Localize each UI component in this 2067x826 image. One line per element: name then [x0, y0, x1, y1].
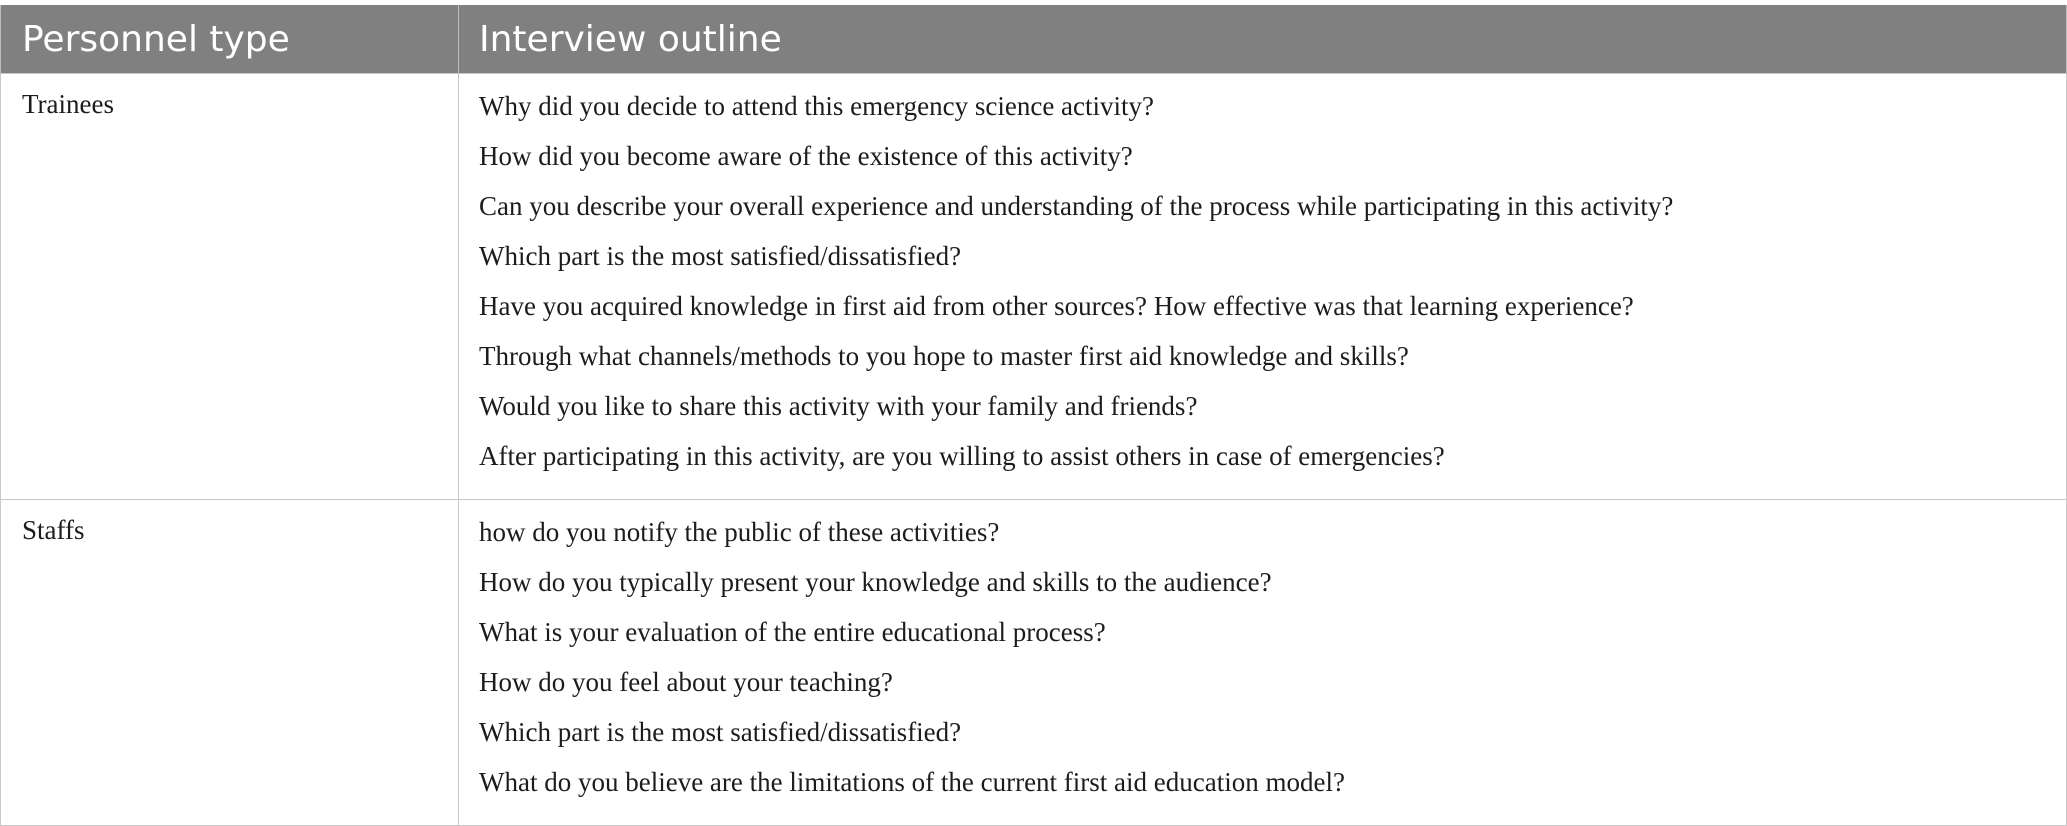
question-item: Why did you decide to attend this emergency science activity?	[479, 91, 1155, 121]
question-item: how do you notify the public of these activities?	[479, 517, 1000, 547]
table-header-row	[1, 5, 2067, 74]
question-list	[459, 74, 2066, 499]
question-item: Which part is the most satisfied/dissatisfied?	[479, 717, 962, 747]
question-item: How did you become aware of the existence of this activity?	[479, 141, 1133, 171]
table-row-staffs	[1, 500, 2067, 826]
questions-cell	[459, 74, 2067, 500]
question-item: After participating in this activity, are you willing to assist others in case of emergencies?	[479, 441, 1445, 471]
header-interview-outline: Interview outline	[459, 5, 2067, 74]
questions-cell	[459, 500, 2067, 826]
question-item: Through what channels/methods to you hope to master first aid knowledge and skills?	[479, 341, 1409, 371]
personnel-type-cell: Trainees	[1, 74, 459, 500]
personnel-type-cell: Staffs	[1, 500, 459, 826]
header-personnel-type: Personnel type	[1, 5, 459, 74]
question-list	[459, 500, 2066, 825]
interview-outline-table	[0, 5, 2067, 826]
question-item: How do you typically present your knowledge and skills to the audience?	[479, 567, 1272, 597]
question-item: Can you describe your overall experience and understanding of the process while participating in this activity?	[479, 191, 1674, 221]
question-item: Which part is the most satisfied/dissatisfied?	[479, 241, 962, 271]
question-item: What is your evaluation of the entire educational process?	[479, 617, 1106, 647]
interview-outline-table-container	[0, 5, 2066, 826]
question-item: Have you acquired knowledge in first aid from other sources? How effective was that learning experience?	[479, 291, 1634, 321]
question-item: What do you believe are the limitations of the current first aid education model?	[479, 767, 1345, 797]
question-item: How do you feel about your teaching?	[479, 667, 893, 697]
table-row-trainees	[1, 74, 2067, 500]
question-item: Would you like to share this activity with your family and friends?	[479, 391, 1198, 421]
